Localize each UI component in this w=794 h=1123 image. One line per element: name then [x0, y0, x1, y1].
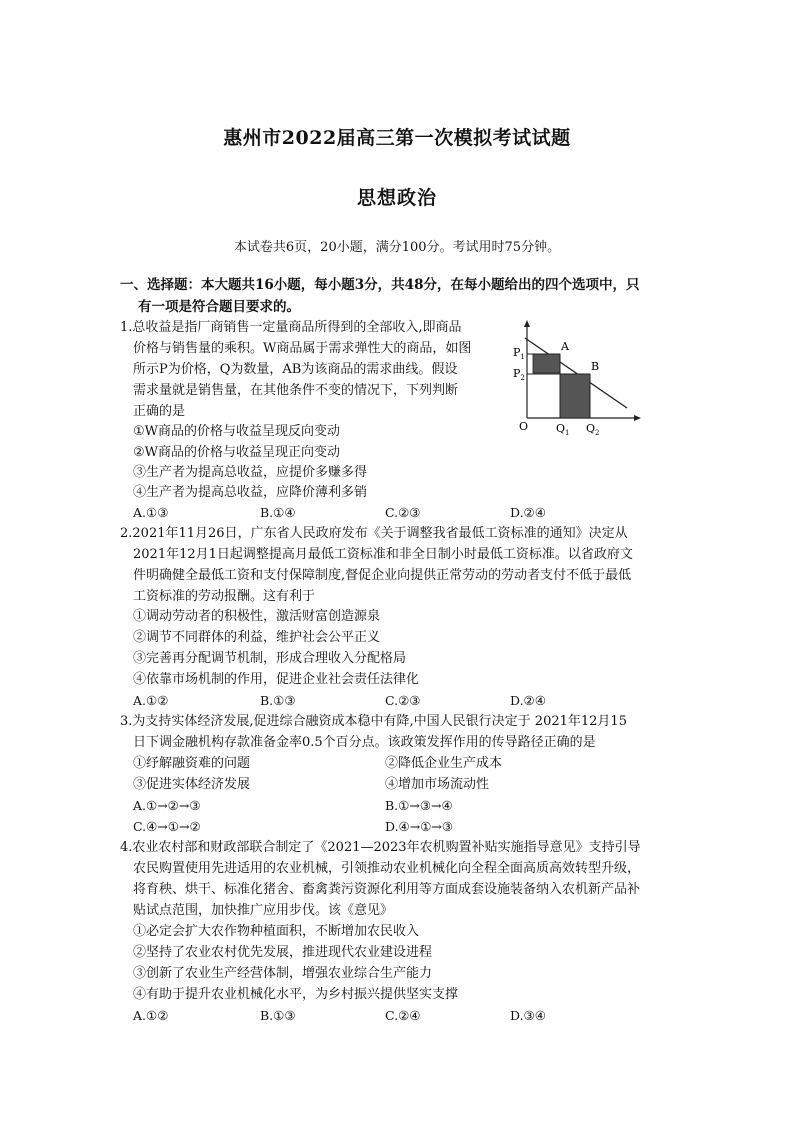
- question-4-option-a: A.①②: [133, 1008, 169, 1023]
- demand-curve-figure: [505, 318, 645, 446]
- question-1-stem-line: 正确的是: [133, 404, 186, 419]
- question-1-option-c: C.②③: [385, 505, 421, 520]
- question-3-item: ②降低企业生产成本: [385, 756, 503, 771]
- label-o: O: [519, 420, 529, 433]
- question-4-stem-line: 贴试点范围，加快推广应用步伐。该《意见》: [133, 903, 394, 918]
- question-1-option-a: A.①③: [133, 505, 169, 520]
- question-1-item: ④生产者为提高总收益，应降价薄利多销: [133, 485, 368, 500]
- question-3-item: ④增加市场流动性: [385, 777, 490, 792]
- label-b: B: [591, 360, 600, 373]
- question-4-option-c: C.②④: [385, 1008, 421, 1023]
- question-4-option-b: B.①③: [260, 1008, 296, 1023]
- question-4-stem-line: 将育秧、烘干、标准化猪舍、畜禽粪污资源化利用等方面成套设施装备纳入农机新产品补: [133, 882, 641, 897]
- question-3-option-b: B.①→③→④: [385, 798, 453, 813]
- question-2-stem-line: 2.2021年11月26日，广东省人民政府发布《关于调整我省最低工资标准的通知》决定从: [120, 526, 628, 541]
- question-2-item: ①调动劳动者的积极性，激活财富创造源泉: [133, 609, 381, 624]
- question-2-item: ③完善再分配调节机制，形成合理收入分配格局: [133, 651, 407, 666]
- question-2-option-a: A.①②: [133, 693, 169, 708]
- question-4-item: ③创新了农业生产经营体制，增强农业综合生产能力: [133, 966, 433, 981]
- label-p2: $P_2$: [513, 367, 525, 382]
- question-3-item: ①纾解融资难的问题: [133, 756, 251, 771]
- shaded-area-quantity-gain: [560, 374, 590, 418]
- question-1-item: ②W商品的价格与收益呈现正向变动: [133, 445, 341, 460]
- question-1-option-d: D.②④: [510, 505, 546, 520]
- section-heading: [120, 274, 680, 318]
- exam-title: 惠州市2022届高三第一次模拟考试试题: [223, 127, 571, 149]
- label-q2: $Q_2$: [586, 422, 600, 437]
- question-2-option-c: C.②③: [385, 693, 421, 708]
- question-3-stem-line: 日下调金融机构存款准备金率0.5个百分点。该政策发挥作用的传导路径正确的是: [133, 735, 596, 750]
- question-3-option-a: A.①→②→③: [133, 798, 201, 813]
- question-2-stem-line: 2021年12月1日起调整提高月最低工资标准和非全日制小时最低工资标准。以省政府文: [133, 547, 633, 562]
- label-q1: $Q_1$: [556, 422, 570, 437]
- question-4-item: ②坚持了农业农村优先发展，推进现代农业建设进程: [133, 945, 433, 960]
- question-3-option-c: C.④→①→②: [133, 819, 201, 834]
- exam-info: 本试卷共6页，20小题，满分100分。考试用时75分钟。: [233, 240, 561, 255]
- question-2-stem-line: 件明确健全最低工资和支付保障制度,督促企业向提供正常劳动的劳动者支付不低于最低: [133, 568, 632, 583]
- question-1-item: ①W商品的价格与收益呈现反向变动: [133, 424, 341, 439]
- question-2-item: ②调节不同群体的利益，维护社会公平正义: [133, 630, 381, 645]
- shaded-area-price-drop: [533, 354, 560, 373]
- question-4-item: ④有助于提升农业机械化水平，为乡村振兴提供坚实支撑: [133, 987, 459, 1002]
- label-p1: $P_1$: [513, 346, 525, 361]
- label-a: A: [561, 340, 569, 353]
- exam-subject: 思想政治: [356, 187, 437, 209]
- question-3-stem-line: 3.为支持实体经济发展,促进综合融资成本稳中有降,中国人民银行决定于 2021年12月15: [120, 714, 627, 729]
- question-1-stem-line: 所示P为价格，Q为数量，AB为该商品的需求曲线。假设: [133, 362, 458, 377]
- question-3-option-d: D.④→①→③: [385, 819, 454, 834]
- question-1-item: ③生产者为提高总收益，应提价多赚多得: [133, 465, 368, 480]
- section-heading-line-1: 一、选择题：本大题共16小题，每小题3分，共48分，在每小题给出的四个选项中，只: [120, 277, 640, 293]
- question-1-option-b: B.①④: [260, 505, 296, 520]
- question-3-item: ③促进实体经济发展: [133, 777, 251, 792]
- question-4-option-d: D.③④: [510, 1008, 546, 1023]
- question-2-item: ④依靠市场机制的作用，促进企业社会责任法律化: [133, 672, 420, 687]
- section-heading-line-2: 有一项是符合题目要求的。: [138, 299, 300, 315]
- x-axis-arrow: [634, 415, 641, 421]
- question-1-stem-line: 1.总收益是指厂商销售一定量商品所得到的全部收入,即商品: [120, 320, 462, 335]
- question-1-stem-line: 价格与销售量的乘积。W商品属于需求弹性大的商品，如图: [133, 341, 472, 356]
- question-4-stem-line: 4.农业农村部和财政部联合制定了《2021—2023年农机购置补贴实施指导意见》支持引导: [120, 840, 641, 855]
- question-4-item: ①必定会扩大农作物种植面积，不断增加农民收入: [133, 924, 420, 939]
- question-1-stem-line: 需求量就是销售量，在其他条件不变的情况下，下列判断: [133, 383, 459, 398]
- question-2-option-d: D.②④: [510, 693, 546, 708]
- question-2-option-b: B.①③: [260, 693, 296, 708]
- y-axis-arrow: [524, 320, 530, 327]
- question-2-stem-line: 工资标准的劳动报酬。这有利于: [133, 589, 316, 604]
- question-4-stem-line: 农民购置使用先进适用的农业机械，引领推动农业机械化向全程全面高质高效转型升级，: [133, 861, 641, 876]
